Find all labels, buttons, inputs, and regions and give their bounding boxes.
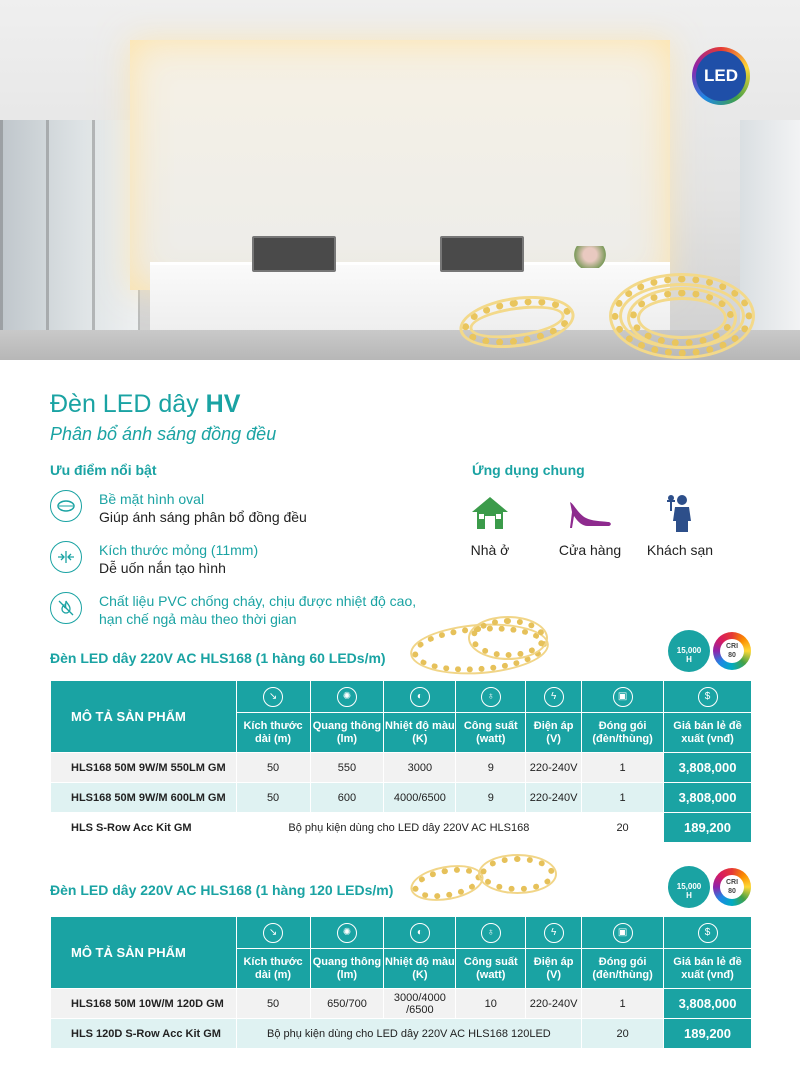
- cell-voltage: 220-240V: [526, 783, 582, 813]
- col-icon-voltage: [526, 681, 582, 713]
- cell-voltage: 220-240V: [526, 753, 582, 783]
- waiter-icon: [635, 492, 725, 534]
- product-name: HLS168 50M 9W/M 600LM GM: [51, 783, 237, 813]
- cri-value: 80: [728, 652, 736, 659]
- led-strip-coil-inner-image: [630, 290, 734, 346]
- dollar-icon: $: [698, 687, 718, 707]
- table-row: [51, 783, 752, 813]
- dollar-icon: $: [698, 923, 718, 943]
- application-label: Khách sạn: [646, 542, 714, 558]
- oval-surface-icon: [50, 490, 82, 522]
- col-header-cct: Nhiệt độ màu (K): [384, 713, 456, 753]
- cell-power: 9: [456, 753, 526, 783]
- cell-flux: 600: [310, 783, 384, 813]
- page-subtitle: Phân bổ ánh sáng đồng đều: [50, 424, 277, 444]
- feature-desc: Giúp ánh sáng phân bổ đồng đều: [99, 509, 307, 525]
- product-name: HLS168 50M 9W/M 550LM GM: [51, 753, 237, 783]
- cell-price: 189,200: [664, 1019, 752, 1049]
- lifetime-unit: H: [686, 891, 692, 900]
- title-main: Đèn LED dây: [50, 390, 206, 418]
- col-header-pack: Đóng gói (đèn/thùng): [582, 949, 664, 989]
- house-icon: [445, 492, 535, 534]
- col-icon-pack: [582, 681, 664, 713]
- cell-pack: 1: [582, 753, 664, 783]
- col-icon-voltage: [526, 917, 582, 949]
- table1-product-coil: [470, 618, 546, 658]
- lifetime-value: 15,000: [676, 646, 702, 655]
- cell-price: 3,808,000: [664, 753, 752, 783]
- lifetime-badge: [668, 630, 710, 672]
- lifetime-value: 15,000: [676, 882, 702, 891]
- table2: [50, 916, 752, 1049]
- feature-item-oval: [50, 490, 307, 526]
- col-icon-price: [664, 917, 752, 949]
- table2-product-image: [410, 862, 484, 904]
- cell-length: 50: [236, 753, 310, 783]
- accessory-desc: Bộ phụ kiện dùng cho LED dây 220V AC HLS168: [236, 813, 581, 843]
- monitor-right: [440, 236, 524, 272]
- cell-pack: 1: [582, 989, 664, 1019]
- col-header-pack: Đóng gói (đèn/thùng): [582, 713, 664, 753]
- bulb-icon: ♁: [481, 687, 501, 707]
- table1-title: Đèn LED dây 220V AC HLS168 (1 hàng 60 LEDs/m): [50, 650, 386, 666]
- feature-desc: Dễ uốn nắn tạo hình: [99, 560, 226, 576]
- fire-resistant-icon: [50, 592, 82, 624]
- col-icon-length: [236, 681, 310, 713]
- col-header-power: Công suất (watt): [456, 949, 526, 989]
- cell-cct: 4000/6500: [384, 783, 456, 813]
- application-label: Nhà ở: [470, 542, 510, 558]
- monitor-left: [252, 236, 336, 272]
- product-name: HLS 120D S-Row Acc Kit GM: [51, 1019, 237, 1049]
- table-row-accessory: [51, 1019, 752, 1049]
- cri-label: CRI: [725, 879, 739, 886]
- feature-title: Chất liệu PVC chống cháy, chịu được nhiệt độ cao,: [99, 593, 417, 609]
- box-icon: ▣: [613, 687, 633, 707]
- cell-price: 3,808,000: [664, 783, 752, 813]
- led-logo-text: LED: [696, 51, 746, 101]
- cell-flux: 650/700: [310, 989, 384, 1019]
- product-name: HLS168 50M 10W/M 120D GM: [51, 989, 237, 1019]
- cell-power: 10: [456, 989, 526, 1019]
- cri-badge: [713, 868, 751, 906]
- col-header-flux: Quang thông (lm): [310, 949, 384, 989]
- feature-title-line2: hạn chế ngả màu theo thời gian: [99, 611, 297, 627]
- col-header-price: Giá bán lẻ đề xuất (vnđ): [664, 949, 752, 989]
- cell-price: 3,808,000: [664, 989, 752, 1019]
- feature-item-thin: [50, 541, 258, 577]
- cell-pack: 20: [582, 813, 664, 843]
- col-header-voltage: Điện áp (V): [526, 949, 582, 989]
- high-heel-icon: [545, 492, 635, 534]
- application-hotel: [635, 492, 725, 558]
- col-header-voltage: Điện áp (V): [526, 713, 582, 753]
- col-header-power: Công suất (watt): [456, 713, 526, 753]
- features-title: Ưu điểm nổi bật: [50, 462, 157, 478]
- col-icon-cct: [384, 681, 456, 713]
- cell-pack: 1: [582, 783, 664, 813]
- col-icon-flux: [310, 681, 384, 713]
- hero-image: [0, 0, 800, 360]
- col-header-desc: MÔ TẢ SẢN PHẨM: [51, 681, 237, 753]
- page-title: [50, 390, 240, 419]
- cell-cct: 3000: [384, 753, 456, 783]
- lightning-icon: ϟ: [544, 923, 564, 943]
- accessory-desc: Bộ phụ kiện dùng cho LED dây 220V AC HLS168 120LED: [236, 1019, 581, 1049]
- col-icon-flux: [310, 917, 384, 949]
- table2-title: Đèn LED dây 220V AC HLS168 (1 hàng 120 LEDs/m): [50, 882, 394, 898]
- flower-vase: [572, 246, 608, 268]
- led-logo-badge: [692, 47, 750, 105]
- col-header-length: Kích thước dài (m): [236, 713, 310, 753]
- lifetime-badge: [668, 866, 710, 908]
- cell-voltage: 220-240V: [526, 989, 582, 1019]
- color-palette-icon: ◐: [410, 687, 430, 707]
- table2-product-coil: [480, 856, 555, 892]
- color-palette-icon: ◐: [410, 923, 430, 943]
- col-header-flux: Quang thông (lm): [310, 713, 384, 753]
- cri-label: CRI: [725, 643, 739, 650]
- col-icon-length: [236, 917, 310, 949]
- col-icon-power: [456, 917, 526, 949]
- col-icon-cct: [384, 917, 456, 949]
- thin-size-icon: [50, 541, 82, 573]
- feature-title: Kích thước mỏng (11mm): [99, 542, 259, 558]
- application-store: [545, 492, 635, 558]
- box-icon: ▣: [613, 923, 633, 943]
- feature-title: Bề mặt hình oval: [99, 491, 205, 507]
- col-header-cct: Nhiệt độ màu (K): [384, 949, 456, 989]
- cell-length: 50: [236, 783, 310, 813]
- cell-flux: 550: [310, 753, 384, 783]
- table-row: [51, 753, 752, 783]
- col-header-price: Giá bán lẻ đề xuất (vnđ): [664, 713, 752, 753]
- cell-length: 50: [236, 989, 310, 1019]
- application-home: [445, 492, 535, 558]
- lifetime-unit: H: [686, 655, 692, 664]
- cell-cct: 3000/4000 /6500: [384, 989, 456, 1019]
- col-icon-pack: [582, 917, 664, 949]
- cell-power: 9: [456, 783, 526, 813]
- light-burst-icon: ✺: [337, 687, 357, 707]
- office-window: [0, 120, 140, 340]
- cri-value: 80: [728, 888, 736, 895]
- col-icon-price: [664, 681, 752, 713]
- application-label: Cửa hàng: [558, 542, 622, 558]
- feature-item-fire: [50, 592, 416, 628]
- applications-title: Ứng dụng chung: [472, 462, 585, 478]
- light-burst-icon: ✺: [337, 923, 357, 943]
- table-row-accessory: [51, 813, 752, 843]
- cell-pack: 20: [582, 1019, 664, 1049]
- ruler-icon: ↘: [263, 687, 283, 707]
- ruler-icon: ↘: [263, 923, 283, 943]
- col-header-desc: MÔ TẢ SẢN PHẨM: [51, 917, 237, 989]
- col-header-length: Kích thước dài (m): [236, 949, 310, 989]
- col-icon-power: [456, 681, 526, 713]
- bulb-icon: ♁: [481, 923, 501, 943]
- cell-price: 189,200: [664, 813, 752, 843]
- cri-badge: [713, 632, 751, 670]
- title-bold: HV: [205, 390, 241, 418]
- table1: [50, 680, 752, 843]
- table-row: [51, 989, 752, 1019]
- lightning-icon: ϟ: [544, 687, 564, 707]
- product-name: HLS S-Row Acc Kit GM: [51, 813, 237, 843]
